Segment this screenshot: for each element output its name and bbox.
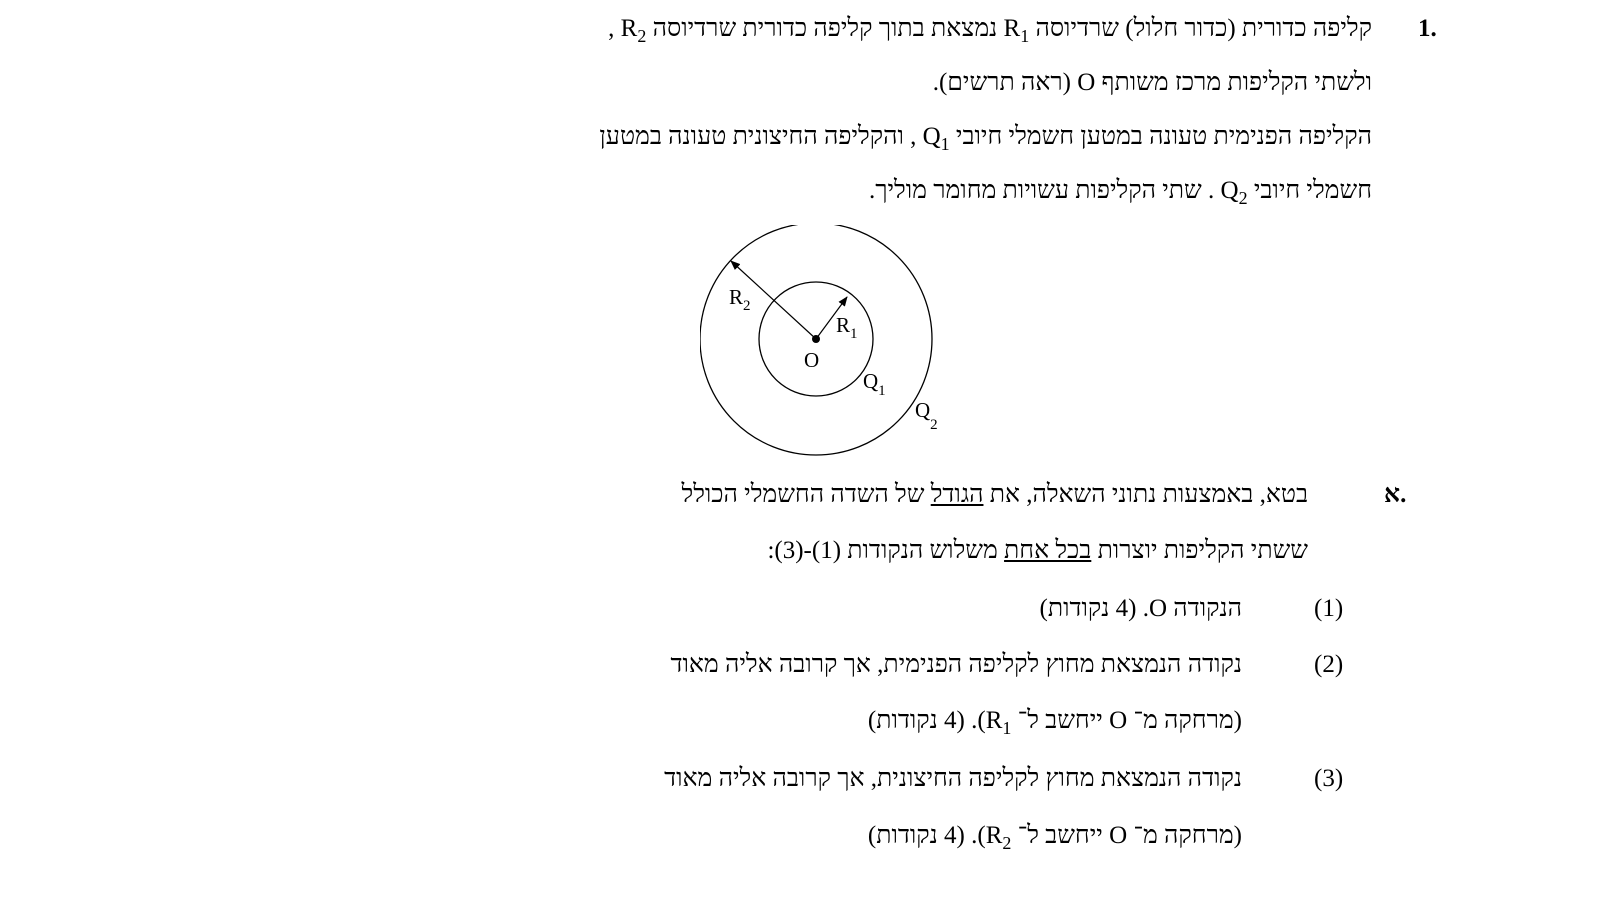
intro-line-1-a: קליפה כדורית (כדור חלול) שרדיוסה xyxy=(1029,15,1372,42)
item-2-continuation: (מרחקה מ־ O ייחשב ל־ $R_1$). (4 נקודות) xyxy=(867,707,1242,738)
label-q2: $Q_2$ xyxy=(915,398,938,433)
item-1-text: הנקודה O. (4 נקודות) xyxy=(1039,595,1242,622)
label-r1: $R_1$ xyxy=(836,313,858,342)
label-r2: $R_2$ xyxy=(729,285,751,314)
part-a-letter: א. xyxy=(1384,481,1407,508)
label-o: O xyxy=(804,348,820,372)
label-q1: $Q_1$ xyxy=(863,369,886,399)
center-point-o xyxy=(812,335,820,343)
intro-line-3: הקליפה הפנימית טעונה במטען חשמלי חיובי $Q_1$ , והקליפה החיצונית טעונה במטען xyxy=(599,123,1372,154)
r2-symbol-item-3: $R_2$ xyxy=(985,822,1012,853)
r2-symbol: $R_2$ xyxy=(620,15,647,46)
part-a-line-2: ששתי הקליפות יוצרות בכל אחת משלוש הנקודות (1)-(3): xyxy=(767,537,1308,564)
intro-line-4: חשמלי חיובי $Q_2$ . שתי הקליפות עשויות מחומר מוליך. xyxy=(868,177,1372,208)
item-2-number: (2) xyxy=(1314,651,1344,678)
intro-line-1-c: , xyxy=(608,15,621,42)
intro-line-2: ולשתי הקליפות מרכז משותף O (ראה תרשים). xyxy=(932,69,1372,96)
intro-line-1-b: נמצאת בתוך קליפה כדורית שרדיוסה xyxy=(646,15,1004,42)
question-number: 1. xyxy=(1418,15,1437,42)
item-3-number: (3) xyxy=(1314,765,1344,792)
r1-symbol: $R_1$ xyxy=(1003,15,1030,46)
item-1-number: (1) xyxy=(1314,595,1344,622)
part-a-line-1: בטא, באמצעות נתוני השאלה, את הגודל של השדה החשמלי הכולל xyxy=(681,481,1308,508)
item-3-text: נקודה הנמצאת מחוץ לקליפה החיצונית, אך קרובה אליה מאוד xyxy=(664,765,1242,792)
item-3-continuation: (מרחקה מ־ O ייחשב ל־ $R_2$). (4 נקודות) xyxy=(867,822,1242,853)
underlined-magnitude: הגודל xyxy=(930,481,984,508)
item-2-text: נקודה הנמצאת מחוץ לקליפה הפנימית, אך קרובה אליה מאוד xyxy=(670,651,1242,678)
concentric-shells-diagram xyxy=(700,225,940,465)
q1-symbol: $Q_1$ xyxy=(922,123,950,154)
intro-line-1 xyxy=(608,14,1372,44)
underlined-each-one: בכל אחת xyxy=(1004,537,1092,564)
r1-symbol-item-2: $R_1$ xyxy=(985,707,1012,738)
q2-symbol: $Q_2$ xyxy=(1220,177,1248,208)
